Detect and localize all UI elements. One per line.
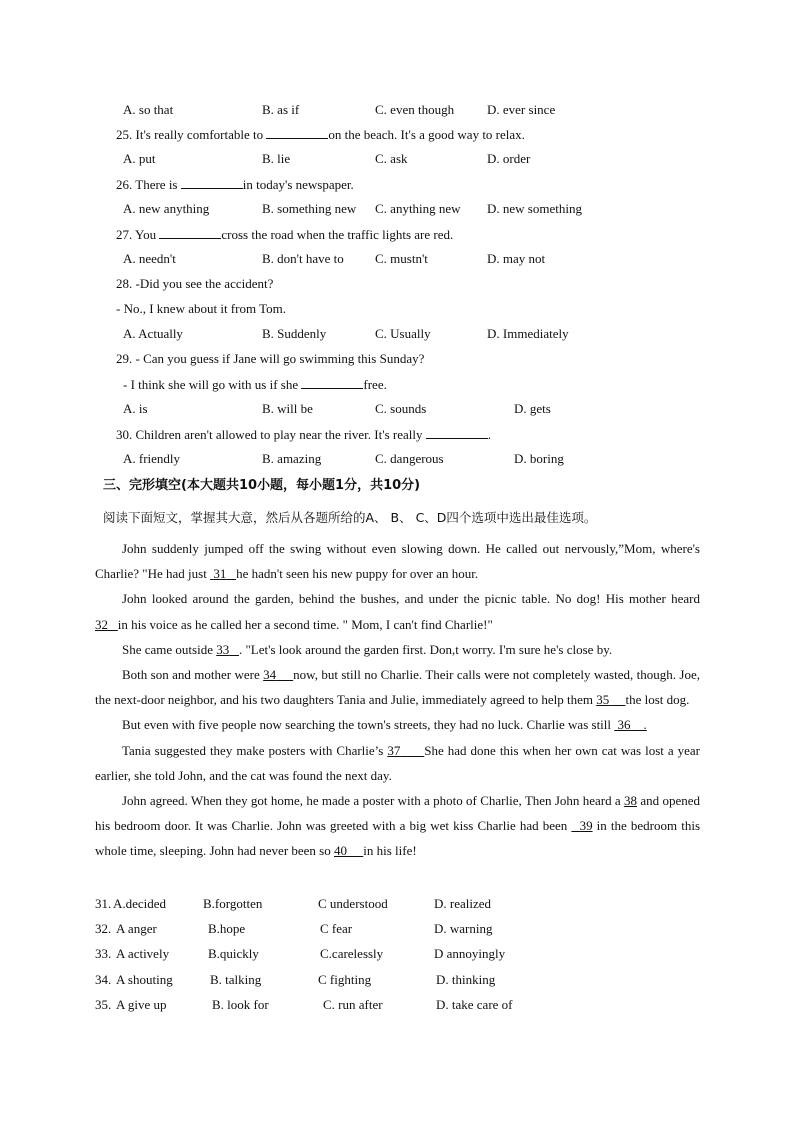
passage-paragraph: John suddenly jumped off the swing without even slowing down. He called out nervously,”Mom, where's Charlie? "He had just 31 he hadn't seen his new puppy for over an hour.	[95, 541, 700, 582]
option-a[interactable]: A. new anything	[123, 201, 210, 216]
option-d[interactable]: D. boring	[514, 451, 564, 466]
question-number: 35.	[95, 997, 112, 1012]
option-b[interactable]: B. lie	[262, 151, 291, 166]
question-number: 32.	[95, 921, 112, 936]
passage-paragraph: But even with five people now searching the town's streets, they had no luck. Charlie was still 36 .	[122, 717, 647, 733]
question-26-stem: 26. There is in today's newspaper.	[116, 177, 354, 192]
option-a[interactable]: A. friendly	[123, 451, 181, 466]
passage-paragraph: John agreed. When they got home, he made a poster with a photo of Charlie, Then John heard a 38 and opened his bedroom door. It was Charlie. John was greeted with a big wet kiss Charlie had been 39 in the bedroom this whole time, sleeping. John had never been so 40 in his life!	[95, 793, 700, 859]
question-number: 31.	[95, 896, 112, 911]
option-d[interactable]: D. ever since	[487, 102, 556, 117]
option-a[interactable]: A. is	[123, 401, 148, 416]
option-d[interactable]: D. may not	[487, 251, 546, 266]
blank-38[interactable]: 38	[624, 793, 638, 809]
option-d[interactable]: D. new something	[487, 201, 582, 216]
option-b[interactable]: B. will be	[262, 401, 313, 416]
blank-40[interactable]: 40	[334, 843, 347, 859]
option-c[interactable]: C. ask	[375, 151, 408, 166]
answer-blank[interactable]	[159, 226, 221, 239]
answer-blank[interactable]	[266, 126, 328, 139]
option-a[interactable]: A actively	[116, 946, 170, 961]
option-a[interactable]: A give up	[116, 997, 167, 1012]
answer-blank[interactable]	[181, 176, 243, 189]
option-b[interactable]: B.quickly	[208, 946, 259, 961]
option-c[interactable]: C. run after	[323, 997, 383, 1012]
option-c[interactable]: C. anything new	[375, 201, 461, 216]
option-a[interactable]: A. so that	[123, 102, 174, 117]
option-d[interactable]: D. Immediately	[487, 326, 569, 341]
question-27-stem: 27. You cross the road when the traffic lights are red.	[116, 227, 454, 242]
option-b[interactable]: B.forgotten	[203, 896, 263, 911]
option-d[interactable]: D. warning	[434, 921, 493, 936]
question-number: 34.	[95, 972, 112, 987]
question-30-stem: 30. Children aren't allowed to play near the river. It's really .	[116, 427, 491, 442]
option-d[interactable]: D. realized	[434, 896, 492, 911]
blank-34[interactable]: 34	[263, 667, 277, 683]
question-28-stem: 28. -Did you see the accident?	[116, 276, 274, 291]
blank-36[interactable]: 36 .	[617, 717, 647, 733]
option-c[interactable]: C. dangerous	[375, 451, 444, 466]
option-d[interactable]: D. take care of	[436, 997, 513, 1012]
option-d[interactable]: D. gets	[514, 401, 551, 416]
blank-37[interactable]: 37	[387, 742, 401, 758]
question-28-reply: - No., I knew about it from Tom.	[116, 301, 286, 316]
option-c[interactable]: C fighting	[318, 972, 372, 987]
option-b[interactable]: B.hope	[208, 921, 246, 936]
blank-35[interactable]: 35	[596, 692, 610, 708]
option-b[interactable]: B. as if	[262, 102, 300, 117]
option-d[interactable]: D annoyingly	[434, 946, 506, 961]
question-number: 33.	[95, 946, 112, 961]
passage-paragraph: Tania suggested they make posters with Charlie’s 37 She had done this when her own cat was lost a year earlier, she told John, and the cat was found the next day.	[95, 742, 700, 783]
option-c[interactable]: C.carelessly	[320, 946, 384, 961]
answer-blank[interactable]	[301, 376, 363, 389]
option-a[interactable]: A. needn't	[123, 251, 176, 266]
option-b[interactable]: B. look for	[212, 997, 269, 1012]
option-c[interactable]: C. sounds	[375, 401, 427, 416]
option-c[interactable]: C. even though	[375, 102, 455, 117]
passage-paragraph: She came outside 33 . "Let's look around the garden first. Don,t worry. I'm sure he's close by.	[122, 641, 613, 657]
passage-paragraph: John looked around the garden, behind the bushes, and under the picnic table. No dog! His mother heard 32 in his voice as he called her a second time. " Mom, I can't find Charlie!"	[95, 591, 700, 632]
cloze-passage	[95, 536, 700, 864]
blank-32[interactable]: 32	[95, 616, 108, 632]
option-c[interactable]: C. Usually	[375, 326, 431, 341]
answer-blank[interactable]	[426, 426, 488, 439]
option-b[interactable]: B. Suddenly	[262, 326, 327, 341]
blank-31[interactable]: 31	[213, 566, 227, 582]
blank-39[interactable]: 39	[579, 818, 593, 834]
blank-33[interactable]: 33	[216, 641, 230, 657]
question-29-stem: 29. - Can you guess if Jane will go swimming this Sunday?	[116, 351, 425, 366]
section-instruction: 阅读下面短文，掌握其大意，然后从各题所给的A、 B、 C、D四个选项中选出最佳选项。	[103, 510, 597, 525]
passage-paragraph: Both son and mother were 34 now, but still no Charlie. Their calls were not completely wasted, though. Joe, the next-door neighbor, and his two daughters Tania and Julie, immediately agreed to help them 35 the lost dog.	[95, 667, 700, 708]
option-c[interactable]: C understood	[318, 896, 388, 911]
option-b[interactable]: B. something new	[262, 201, 357, 216]
option-c[interactable]: C. mustn't	[375, 251, 428, 266]
option-a[interactable]: A.decided	[113, 896, 167, 911]
question-29-reply: - I think she will go with us if she free.	[123, 377, 387, 392]
option-b[interactable]: B. don't have to	[262, 251, 344, 266]
option-a[interactable]: A. Actually	[123, 326, 183, 341]
option-d[interactable]: D. order	[487, 151, 531, 166]
question-25-stem: 25. It's really comfortable to on the beach. It's a good way to relax.	[116, 127, 525, 142]
option-b[interactable]: B. talking	[210, 972, 262, 987]
option-a[interactable]: A anger	[116, 921, 157, 936]
option-b[interactable]: B. amazing	[262, 451, 322, 466]
option-d[interactable]: D. thinking	[436, 972, 496, 987]
option-a[interactable]: A. put	[123, 151, 156, 166]
option-a[interactable]: A shouting	[116, 972, 173, 987]
section-title: 三、完形填空(本大题共10小题，每小题1分，共10分)	[103, 478, 421, 493]
option-c[interactable]: C fear	[320, 921, 353, 936]
